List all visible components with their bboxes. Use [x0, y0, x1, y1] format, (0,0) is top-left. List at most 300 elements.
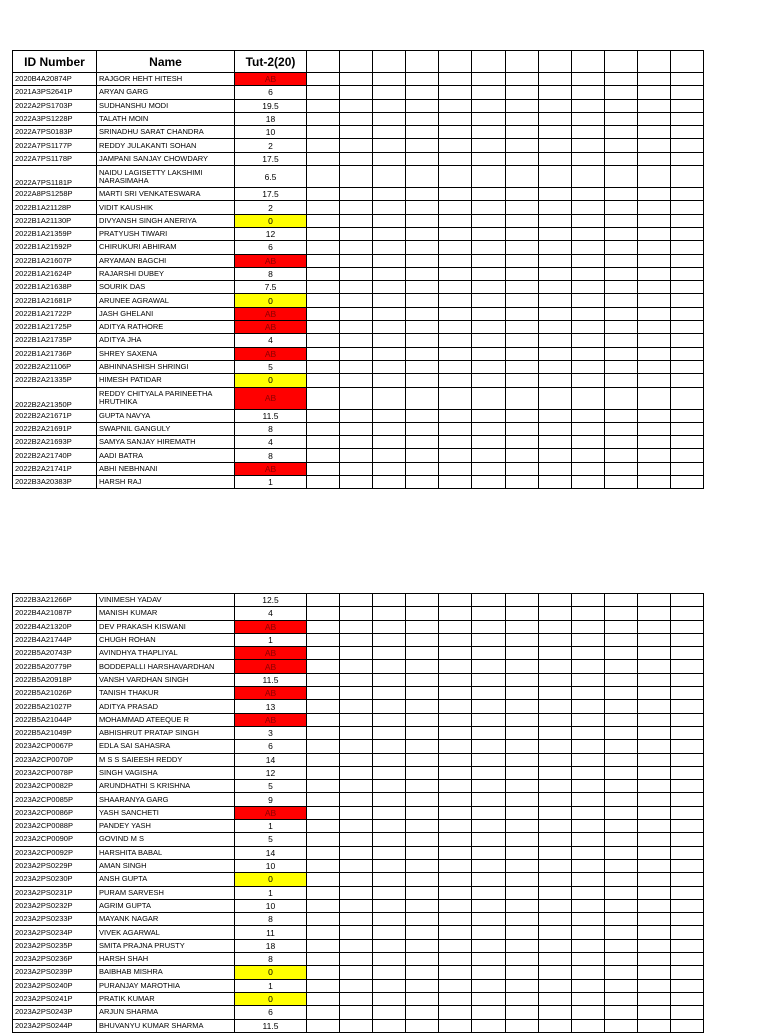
student-name: SMITA PRAJNA PRUSTY	[97, 939, 235, 952]
student-name: AVINDHYA THAPLIYAL	[97, 647, 235, 660]
student-name: VANSH VARDHAN SINGH	[97, 673, 235, 686]
empty-cell	[406, 726, 439, 739]
empty-cell	[538, 254, 571, 267]
student-id: 2022B1A21736P	[13, 347, 97, 360]
empty-cell	[604, 321, 637, 334]
empty-cell	[406, 294, 439, 307]
empty-cell	[571, 166, 604, 188]
empty-cell	[571, 321, 604, 334]
score: 12	[235, 766, 307, 779]
empty-cell	[505, 422, 538, 435]
empty-cell	[307, 713, 340, 726]
empty-cell	[472, 241, 505, 254]
student-id: 2023A2CP0067P	[13, 740, 97, 753]
student-id: 2022B5A20743P	[13, 647, 97, 660]
empty-cell	[604, 334, 637, 347]
empty-cell	[671, 833, 704, 846]
student-name: ARUNDHATHI S KRISHNA	[97, 780, 235, 793]
student-id: 2022B5A21026P	[13, 687, 97, 700]
empty-cell	[373, 152, 406, 165]
score: 6.5	[235, 166, 307, 188]
score: 0	[235, 374, 307, 387]
empty-cell	[373, 112, 406, 125]
empty-cell	[307, 227, 340, 240]
student-id: 2022B1A21624P	[13, 267, 97, 280]
empty-cell	[472, 360, 505, 373]
empty-cell	[671, 462, 704, 475]
empty-cell	[373, 793, 406, 806]
empty-cell	[637, 321, 670, 334]
student-name: PANDEY YASH	[97, 820, 235, 833]
empty-cell	[307, 700, 340, 713]
score: 12.5	[235, 594, 307, 607]
empty-cell	[472, 214, 505, 227]
empty-cell	[637, 780, 670, 793]
empty-cell	[571, 476, 604, 489]
student-name: REDDY CHITYALA PARINEETHA HRUTHIKA	[97, 387, 235, 409]
empty-cell	[406, 112, 439, 125]
empty-cell	[406, 633, 439, 646]
empty-cell	[340, 939, 373, 952]
empty-cell	[373, 607, 406, 620]
empty-cell	[373, 966, 406, 979]
student-id: 2023A2PS0234P	[13, 926, 97, 939]
empty-cell	[340, 334, 373, 347]
student-id: 2022B2A21671P	[13, 409, 97, 422]
empty-cell	[538, 307, 571, 320]
empty-cell	[406, 409, 439, 422]
student-id: 2022B1A21725P	[13, 321, 97, 334]
empty-cell	[505, 166, 538, 188]
empty-cell	[472, 859, 505, 872]
empty-cell	[505, 992, 538, 1005]
table-row	[13, 873, 704, 886]
empty-cell	[637, 913, 670, 926]
student-id: 2022A2PS1703P	[13, 99, 97, 112]
empty-cell	[340, 166, 373, 188]
empty-cell	[604, 409, 637, 422]
empty-cell	[406, 700, 439, 713]
empty-cell	[637, 294, 670, 307]
empty-cell	[472, 633, 505, 646]
empty-cell	[505, 254, 538, 267]
empty-cell	[604, 594, 637, 607]
student-name: JAMPANI SANJAY CHOWDARY	[97, 152, 235, 165]
empty-cell	[671, 820, 704, 833]
empty-cell	[637, 476, 670, 489]
empty-cell	[340, 926, 373, 939]
empty-cell	[671, 899, 704, 912]
empty-cell	[307, 462, 340, 475]
empty-cell	[604, 241, 637, 254]
empty-cell	[472, 780, 505, 793]
empty-cell	[340, 409, 373, 422]
empty-cell	[373, 859, 406, 872]
empty-cell	[671, 633, 704, 646]
empty-cell	[538, 214, 571, 227]
student-name: SINGH VAGISHA	[97, 766, 235, 779]
empty-cell	[406, 979, 439, 992]
empty-cell	[671, 436, 704, 449]
table-row	[13, 334, 704, 347]
score: AB	[235, 462, 307, 475]
table-row	[13, 953, 704, 966]
empty-cell	[571, 594, 604, 607]
empty-cell	[637, 112, 670, 125]
empty-cell	[307, 387, 340, 409]
empty-cell	[571, 409, 604, 422]
empty-cell	[340, 992, 373, 1005]
empty-cell	[340, 307, 373, 320]
empty-cell	[307, 620, 340, 633]
empty-cell	[373, 740, 406, 753]
empty-cell	[637, 753, 670, 766]
empty-cell	[439, 820, 472, 833]
empty-cell	[472, 334, 505, 347]
empty-cell	[571, 462, 604, 475]
table-row	[13, 86, 704, 99]
empty-cell	[571, 374, 604, 387]
empty-cell	[439, 753, 472, 766]
empty-cell	[439, 307, 472, 320]
empty-cell	[538, 334, 571, 347]
empty-cell	[671, 886, 704, 899]
empty-cell	[472, 926, 505, 939]
empty-cell	[472, 307, 505, 320]
empty-cell	[439, 126, 472, 139]
empty-cell	[406, 820, 439, 833]
empty-cell	[571, 73, 604, 86]
empty-cell	[307, 766, 340, 779]
empty-cell	[671, 859, 704, 872]
table-row	[13, 73, 704, 86]
empty-cell	[439, 660, 472, 673]
empty-cell	[472, 1019, 505, 1032]
empty-cell	[307, 846, 340, 859]
empty-cell	[472, 607, 505, 620]
empty-cell	[538, 859, 571, 872]
empty-cell	[604, 859, 637, 872]
empty-cell	[571, 953, 604, 966]
empty-cell	[439, 214, 472, 227]
empty-cell	[538, 899, 571, 912]
empty-cell	[671, 227, 704, 240]
empty-cell	[406, 334, 439, 347]
score: 4	[235, 607, 307, 620]
empty-cell	[472, 321, 505, 334]
empty-cell	[571, 188, 604, 201]
empty-cell	[671, 86, 704, 99]
student-name: VIVEK AGARWAL	[97, 926, 235, 939]
empty-cell	[538, 201, 571, 214]
empty-cell	[637, 1019, 670, 1032]
empty-cell	[373, 780, 406, 793]
empty-cell	[472, 820, 505, 833]
empty-cell	[538, 267, 571, 280]
student-id: 2023A2PS0230P	[13, 873, 97, 886]
empty-cell	[307, 740, 340, 753]
student-id: 2022B1A21359P	[13, 227, 97, 240]
score: 10	[235, 126, 307, 139]
student-id: 2022B2A21693P	[13, 436, 97, 449]
empty-cell	[538, 846, 571, 859]
empty-cell	[307, 780, 340, 793]
table-row	[13, 374, 704, 387]
empty-cell	[571, 360, 604, 373]
table-row	[13, 966, 704, 979]
empty-cell	[439, 859, 472, 872]
student-id: 2022B2A21691P	[13, 422, 97, 435]
empty-cell	[406, 594, 439, 607]
student-id: 2022B2A21335P	[13, 374, 97, 387]
empty-cell	[439, 201, 472, 214]
empty-cell	[307, 939, 340, 952]
empty-cell	[439, 793, 472, 806]
empty-cell	[505, 859, 538, 872]
empty-cell	[307, 726, 340, 739]
table-row	[13, 267, 704, 280]
empty-cell	[571, 126, 604, 139]
empty-cell	[373, 347, 406, 360]
empty-cell	[439, 188, 472, 201]
table-row	[13, 360, 704, 373]
empty-cell	[505, 241, 538, 254]
student-name: HARSH RAJ	[97, 476, 235, 489]
empty-cell	[439, 321, 472, 334]
empty-cell	[637, 307, 670, 320]
score: 1	[235, 633, 307, 646]
table-row	[13, 806, 704, 819]
empty-cell	[604, 152, 637, 165]
empty-cell	[571, 846, 604, 859]
empty-cell	[538, 188, 571, 201]
empty-cell	[373, 409, 406, 422]
empty-cell	[604, 126, 637, 139]
empty-cell	[571, 726, 604, 739]
score: 8	[235, 267, 307, 280]
empty-cell	[604, 939, 637, 952]
score: 8	[235, 953, 307, 966]
student-name: PURANJAY MAROTHIA	[97, 979, 235, 992]
empty-cell	[340, 793, 373, 806]
empty-cell	[340, 422, 373, 435]
empty-cell	[671, 1006, 704, 1019]
student-name: RAJARSHI DUBEY	[97, 267, 235, 280]
table-row	[13, 726, 704, 739]
student-name: AMAN SINGH	[97, 859, 235, 872]
score: 6	[235, 740, 307, 753]
empty-cell	[505, 740, 538, 753]
empty-cell	[307, 166, 340, 188]
empty-cell	[439, 979, 472, 992]
empty-cell	[472, 112, 505, 125]
empty-cell	[637, 633, 670, 646]
empty-cell	[307, 913, 340, 926]
score: 17.5	[235, 152, 307, 165]
empty-cell	[373, 387, 406, 409]
empty-cell	[439, 740, 472, 753]
empty-cell	[505, 780, 538, 793]
student-name: CHUGH ROHAN	[97, 633, 235, 646]
empty-cell	[472, 660, 505, 673]
table-row	[13, 833, 704, 846]
student-id: 2022B3A21266P	[13, 594, 97, 607]
score: 5	[235, 833, 307, 846]
empty-cell	[373, 374, 406, 387]
empty-cell	[439, 462, 472, 475]
empty-cell	[671, 647, 704, 660]
empty-cell	[307, 926, 340, 939]
empty-cell	[340, 953, 373, 966]
student-id: 2023A2CP0092P	[13, 846, 97, 859]
score: 8	[235, 422, 307, 435]
score: 8	[235, 449, 307, 462]
empty-cell	[406, 766, 439, 779]
empty-cell	[637, 267, 670, 280]
empty-cell	[571, 966, 604, 979]
empty-cell	[505, 374, 538, 387]
student-id: 2022B1A21130P	[13, 214, 97, 227]
table-row	[13, 620, 704, 633]
empty-cell	[406, 660, 439, 673]
empty-cell	[571, 112, 604, 125]
empty-cell	[340, 660, 373, 673]
empty-cell	[637, 926, 670, 939]
table-row	[13, 700, 704, 713]
empty-cell	[571, 766, 604, 779]
empty-cell	[604, 86, 637, 99]
empty-cell	[373, 73, 406, 86]
student-name: HARSH SHAH	[97, 953, 235, 966]
empty-cell	[604, 673, 637, 686]
empty-cell	[637, 979, 670, 992]
empty-cell	[307, 1019, 340, 1032]
empty-cell	[340, 1019, 373, 1032]
empty-cell	[439, 1019, 472, 1032]
empty-cell	[671, 387, 704, 409]
empty-cell	[307, 139, 340, 152]
empty-cell	[439, 347, 472, 360]
score: 5	[235, 360, 307, 373]
empty-cell	[505, 726, 538, 739]
empty-cell	[472, 227, 505, 240]
empty-cell	[637, 360, 670, 373]
empty-cell	[439, 886, 472, 899]
empty-cell	[671, 926, 704, 939]
empty-cell	[472, 436, 505, 449]
student-name: PRATYUSH TIWARI	[97, 227, 235, 240]
empty-cell	[604, 740, 637, 753]
score: AB	[235, 387, 307, 409]
student-id: 2022B5A21044P	[13, 713, 97, 726]
empty-cell	[505, 594, 538, 607]
empty-cell	[505, 953, 538, 966]
table-row	[13, 859, 704, 872]
empty-cell	[307, 449, 340, 462]
empty-cell	[406, 321, 439, 334]
score: 10	[235, 899, 307, 912]
empty-cell	[406, 740, 439, 753]
empty-cell	[373, 979, 406, 992]
score: 1	[235, 979, 307, 992]
empty-cell	[671, 449, 704, 462]
score: 0	[235, 966, 307, 979]
empty-cell	[538, 700, 571, 713]
empty-cell	[439, 409, 472, 422]
empty-cell	[671, 660, 704, 673]
empty-cell	[505, 347, 538, 360]
empty-cell	[538, 476, 571, 489]
score: AB	[235, 806, 307, 819]
student-name: BAIBHAB MISHRA	[97, 966, 235, 979]
empty-cell	[406, 374, 439, 387]
empty-cell	[373, 633, 406, 646]
empty-cell	[439, 594, 472, 607]
empty-cell	[406, 267, 439, 280]
empty-cell	[671, 793, 704, 806]
student-id: 2022B4A21087P	[13, 607, 97, 620]
header-name: Name	[97, 51, 235, 73]
empty-cell	[406, 939, 439, 952]
empty-cell	[406, 913, 439, 926]
empty-cell	[307, 953, 340, 966]
empty-cell	[472, 409, 505, 422]
empty-cell	[340, 620, 373, 633]
student-name: SAMYA SANJAY HIREMATH	[97, 436, 235, 449]
empty-cell	[538, 806, 571, 819]
empty-cell	[406, 753, 439, 766]
student-id: 2023A2CP0085P	[13, 793, 97, 806]
empty-cell	[671, 126, 704, 139]
empty-cell	[472, 806, 505, 819]
empty-cell	[505, 979, 538, 992]
empty-cell	[340, 86, 373, 99]
table-row	[13, 321, 704, 334]
empty-cell	[373, 334, 406, 347]
empty-cell	[373, 660, 406, 673]
student-id: 2023A2PS0235P	[13, 939, 97, 952]
empty-cell	[340, 281, 373, 294]
empty-cell	[505, 321, 538, 334]
empty-cell	[340, 152, 373, 165]
student-id: 2022A7PS0183P	[13, 126, 97, 139]
empty-cell	[571, 660, 604, 673]
student-id: 2023A2CP0070P	[13, 753, 97, 766]
empty-cell	[671, 281, 704, 294]
empty-cell	[604, 926, 637, 939]
empty-cell	[604, 953, 637, 966]
empty-cell	[340, 188, 373, 201]
empty-cell	[472, 673, 505, 686]
empty-cell	[505, 112, 538, 125]
empty-cell	[538, 374, 571, 387]
empty-cell	[307, 979, 340, 992]
empty-cell	[439, 926, 472, 939]
empty-cell	[373, 953, 406, 966]
empty-cell	[472, 139, 505, 152]
empty-cell	[671, 321, 704, 334]
empty-cell	[538, 126, 571, 139]
empty-cell	[472, 700, 505, 713]
empty-cell	[571, 700, 604, 713]
table-row	[13, 139, 704, 152]
student-id: 2022A3PS1228P	[13, 112, 97, 125]
empty-cell	[538, 886, 571, 899]
table-row	[13, 713, 704, 726]
empty-cell	[604, 374, 637, 387]
empty-cell	[538, 647, 571, 660]
empty-cell	[406, 227, 439, 240]
